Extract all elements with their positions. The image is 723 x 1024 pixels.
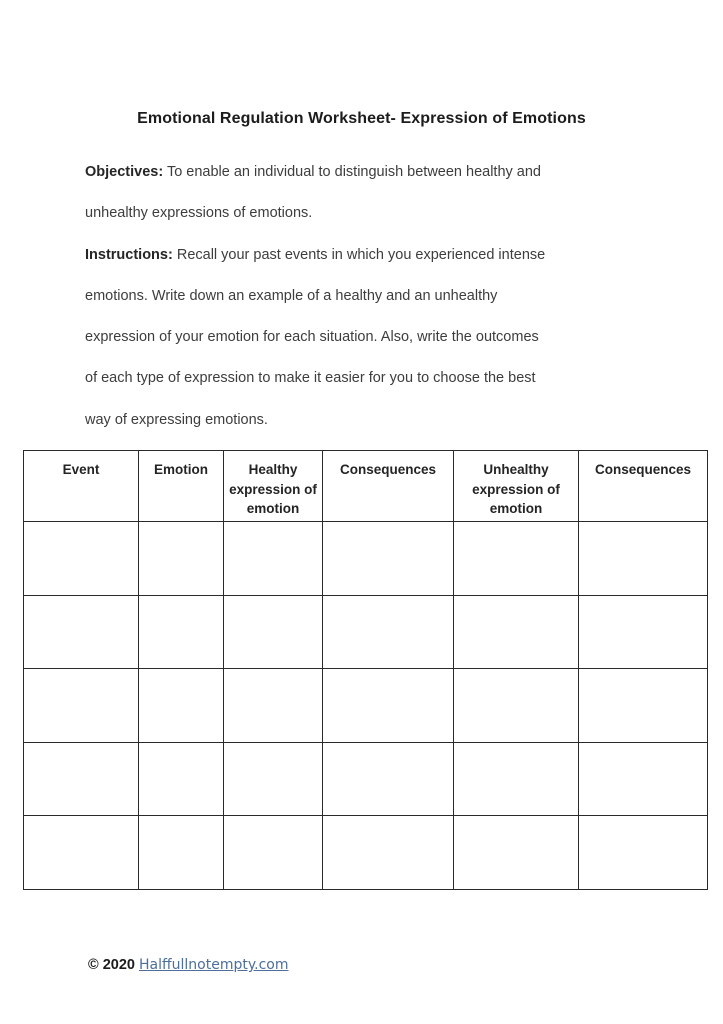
column-header-emotion: Emotion [139, 451, 224, 522]
table-cell [579, 742, 708, 816]
instructions-text: Recall your past events in which you experienced intense [176, 246, 546, 263]
table-cell [454, 522, 579, 596]
column-header-consequences-2: Consequences [579, 451, 708, 522]
body-text [85, 152, 660, 441]
table-cell [323, 595, 454, 669]
objectives-line-2: unhealthy expressions of emotions. [85, 205, 313, 222]
table-cell [454, 595, 579, 669]
copyright-text: © 2020 [88, 957, 135, 973]
table-cell [224, 742, 323, 816]
column-header-event: Event [24, 451, 139, 522]
objectives-text: To enable an individual to distinguish between healthy and [166, 164, 542, 180]
table-cell [24, 522, 139, 596]
table-cell [454, 669, 579, 743]
table-cell [579, 595, 708, 669]
table-cell [139, 595, 224, 669]
page-title: Emotional Regulation Worksheet- Expression of Emotions [137, 110, 586, 127]
instructions-line-5: way of expressing emotions. [85, 411, 268, 428]
instructions-label: Instructions: [85, 246, 173, 263]
column-header-healthy-expression: Healthy expression of emotion [224, 451, 323, 522]
page-footer [88, 957, 289, 973]
table-cell [224, 669, 323, 743]
table-body [24, 522, 708, 890]
objectives-line-1 [85, 152, 660, 193]
objectives-label: Objectives: [85, 164, 164, 180]
instructions-line-3: expression of your emotion for each situation. Also, write the outcomes [85, 329, 539, 346]
table-cell [323, 522, 454, 596]
table-cell [139, 742, 224, 816]
table-cell [323, 669, 454, 743]
table-cell [454, 816, 579, 890]
instructions-line-1 [85, 235, 660, 276]
table-header-row [24, 451, 708, 522]
table-cell [139, 669, 224, 743]
column-header-consequences-1: Consequences [323, 451, 454, 522]
table-row [24, 816, 708, 890]
table-cell [24, 669, 139, 743]
worksheet-table [23, 450, 708, 890]
table-row [24, 522, 708, 596]
table-cell [454, 742, 579, 816]
table-cell [24, 816, 139, 890]
table-cell [224, 816, 323, 890]
table-row [24, 742, 708, 816]
table-cell [579, 816, 708, 890]
table-row [24, 595, 708, 669]
footer-link[interactable]: Halffullnotempty.com [139, 957, 289, 973]
table-cell [323, 742, 454, 816]
table-cell [139, 522, 224, 596]
instructions-line-4: of each type of expression to make it easier for you to choose the best [85, 370, 536, 387]
table-cell [579, 522, 708, 596]
instructions-line-2: emotions. Write down an example of a healthy and an unhealthy [85, 287, 498, 304]
table-cell [24, 742, 139, 816]
table-cell [24, 595, 139, 669]
table-cell [224, 595, 323, 669]
table-cell [139, 816, 224, 890]
table-cell [579, 669, 708, 743]
table-row [24, 669, 708, 743]
table-cell [224, 522, 323, 596]
column-header-unhealthy-expression: Unhealthy expression of emotion [454, 451, 579, 522]
table-cell [323, 816, 454, 890]
